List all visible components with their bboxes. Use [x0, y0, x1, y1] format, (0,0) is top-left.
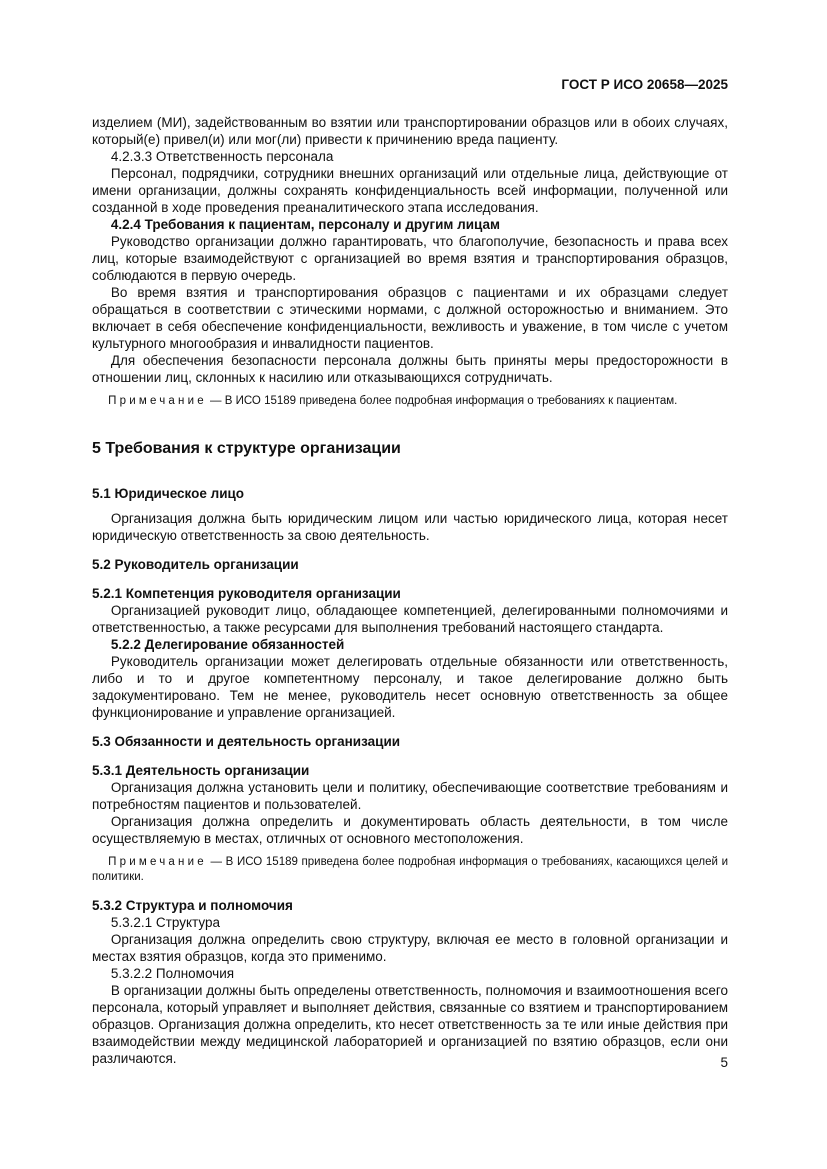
heading-5-3-2-2: 5.3.2.2 Полномочия	[110, 966, 235, 981]
paragraph-5-3-1-2: Организация должна определить и документировать область деятельности, в том числе осуществляемую в местах, отличных от основного местоположения.	[92, 814, 728, 846]
paragraph-continued: изделием (МИ), задействованным во взятии или транспортировании образцов или в обоих случаях, который(е) привел(и) или мог(ли) привести к причинению вреда пациенту.	[92, 115, 728, 147]
heading-5-2: 5.2 Руководитель организации	[92, 557, 299, 572]
paragraph-5-3-2-1: Организация должна определить свою структуру, включая ее место в головной организации и местах взятия образцов, когда это применимо.	[92, 932, 728, 964]
heading-5-3-2-1: 5.3.2.1 Структура	[110, 915, 220, 930]
heading-5-3-1: 5.3.1 Деятельность организации	[92, 763, 310, 778]
section-5-heading: 5 Требования к структуре организации	[92, 440, 401, 457]
paragraph-4-2-4-2: Во время взятия и транспортирования образцов с пациентами и их образцами следует обращаться в соответствии с этическими нормами, с должной осторожностью и вниманием. Это включает в себя обеспечение конфиденциальности, вежливость и уважение, в том числе с учетом культурного многообразия и инвалидности пациентов.	[92, 285, 728, 351]
note-text: — В ИСО 15189 приведена более подробная информация о требованиях, касающихся целей и политики.	[92, 856, 728, 883]
heading-4-2-4: 4.2.4 Требования к пациентам, персоналу и другим лицам	[110, 217, 500, 232]
paragraph-5-2-2: Руководитель организации может делегировать отдельные обязанности или ответственность, либо и то и другое компетентному персоналу, и такое делегирование должно быть задокументировано. Тем не менее, руководитель несет основную ответственность за общее функционирование и управление организацией.	[92, 654, 728, 720]
heading-5-3-2: 5.3.2 Структура и полномочия	[92, 898, 293, 913]
paragraph-5-3-1-1: Организация должна установить цели и политику, обеспечивающие соответствие требованиям и потребностям пациентов и пользователей.	[92, 780, 728, 812]
note-text: — В ИСО 15189 приведена более подробная информация о требованиях к пациентам.	[206, 395, 678, 407]
heading-5-2-1: 5.2.1 Компетенция руководителя организации	[92, 586, 401, 601]
paragraph-5-2-1: Организацией руководит лицо, обладающее компетенцией, делегированными полномочиями и ответственностью, а также ресурсами для выполнения требований настоящего стандарта.	[92, 603, 728, 635]
note-patients	[92, 394, 728, 409]
note-goals	[92, 855, 728, 885]
page-number: 5	[720, 1055, 728, 1070]
paragraph-4-2-3-3: Персонал, подрядчики, сотрудники внешних организаций или отдельные лица, действующие от имени организации, должны сохранять конфиденциальность всей информации, полученной или созданной в ходе проведения преаналитического этапа исследования.	[92, 166, 728, 215]
note-label: Примечание	[108, 395, 207, 407]
paragraph-4-2-4-1: Руководство организации должно гарантировать, что благополучие, безопасность и права всех лиц, которые взаимодействуют с организацией во время взятия и транспортирования образцов, соблюдаются в первую очередь.	[92, 234, 728, 283]
note-label: Примечание	[108, 856, 207, 868]
heading-5-3: 5.3 Обязанности и деятельность организации	[92, 734, 401, 749]
document-header-id: ГОСТ Р ИСО 20658—2025	[561, 77, 728, 92]
paragraph-4-2-4-3: Для обеспечения безопасности персонала должны быть приняты меры предосторожности в отношении лиц, склонных к насилию или отказывающихся сотрудничать.	[92, 353, 728, 385]
paragraph-5-3-2-2: В организации должны быть определены ответственность, полномочия и взаимоотношения всего персонала, который управляет и выполняет действия, связанные со взятием и транспортированием образцов. Организация должна определить, кто несет ответственность за те или иные действия при взаимодействии между медицинской лабораторией и организацией по взятию образцов, если они различаются.	[92, 983, 728, 1066]
heading-5-2-2: 5.2.2 Делегирование обязанностей	[110, 637, 345, 652]
paragraph-5-1: Организация должна быть юридическим лицом или частью юридического лица, которая несет юридическую ответственность за свою деятельность.	[92, 511, 728, 543]
heading-5-1: 5.1 Юридическое лицо	[92, 486, 245, 501]
page-body	[92, 114, 728, 1067]
heading-4-2-3-3: 4.2.3.3 Ответственность персонала	[110, 149, 334, 164]
